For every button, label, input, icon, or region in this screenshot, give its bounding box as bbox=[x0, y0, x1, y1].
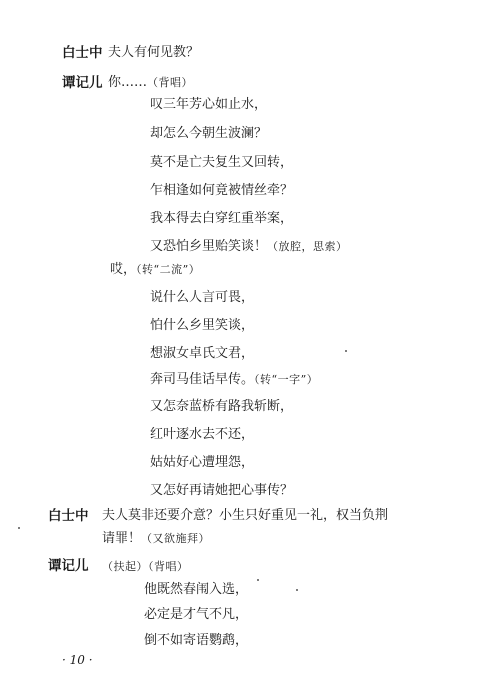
dialogue-text: 你…… bbox=[108, 75, 148, 90]
scan-speck bbox=[257, 579, 259, 581]
scan-speck bbox=[296, 589, 298, 591]
stage-direction: （放腔，思索） bbox=[267, 240, 348, 253]
sung-text: 奔司马佳话早传。 bbox=[150, 372, 255, 387]
speaker-name: 白士中 bbox=[62, 45, 103, 61]
sung-line: 红叶逐水去不还， bbox=[150, 427, 255, 442]
dialogue-line bbox=[108, 75, 193, 91]
sung-text: 哎， bbox=[110, 262, 137, 277]
sung-line: 却怎么今朝生波澜？ bbox=[150, 126, 268, 141]
sung-line: 姑姑好心遭埋怨， bbox=[150, 455, 255, 470]
dialogue-text: 请罪！ bbox=[102, 531, 142, 546]
sung-line: 乍相逢如何竟被情丝牵？ bbox=[150, 183, 294, 198]
speaker-name: 谭记儿 bbox=[48, 558, 89, 574]
stage-direction: （转“一字”） bbox=[254, 373, 319, 386]
page-number: · 10 · bbox=[62, 653, 93, 667]
sung-line bbox=[110, 262, 200, 278]
scan-speck bbox=[18, 527, 20, 529]
sung-line: 我本得去白穿红重举案， bbox=[150, 211, 294, 226]
sung-line: 倒不如寄语鹦鹉， bbox=[144, 633, 249, 648]
dialogue-line: 夫人有何见教？ bbox=[108, 45, 200, 60]
dialogue-line: 夫人莫非还要介意？小生只好重见一礼，权当负荆 bbox=[102, 508, 389, 523]
sung-line: 必定是才气不凡， bbox=[144, 607, 249, 622]
stage-direction: （又欲施拜） bbox=[141, 532, 211, 545]
sung-text: 又恐怕乡里贻笑谈！ bbox=[150, 239, 268, 254]
sung-line: 怕什么乡里笑谈， bbox=[150, 318, 255, 333]
sung-line: 他既然春闱入选， bbox=[144, 582, 249, 597]
stage-direction: （背唱） bbox=[147, 76, 194, 89]
dialogue-line bbox=[102, 531, 210, 547]
speaker-name: 白士中 bbox=[48, 508, 89, 524]
sung-line: 说什么人言可畏， bbox=[150, 290, 255, 305]
sung-line: 想淑女卓氏文君， bbox=[150, 346, 255, 361]
stage-direction: （扶起）（背唱） bbox=[102, 560, 189, 573]
scan-speck bbox=[345, 350, 347, 352]
sung-line: 又怎好再请她把心事传？ bbox=[150, 483, 294, 498]
speaker-name: 谭记儿 bbox=[62, 75, 103, 91]
sung-line bbox=[150, 372, 318, 388]
sung-line: 莫不是亡夫复生又回转， bbox=[150, 155, 294, 170]
sung-line: 叹三年芳心如止水， bbox=[150, 97, 268, 112]
stage-direction: （转“二流”） bbox=[136, 263, 201, 276]
sung-line bbox=[150, 239, 348, 255]
sung-line: 又怎奈蓝桥有路我斩断， bbox=[150, 399, 294, 414]
